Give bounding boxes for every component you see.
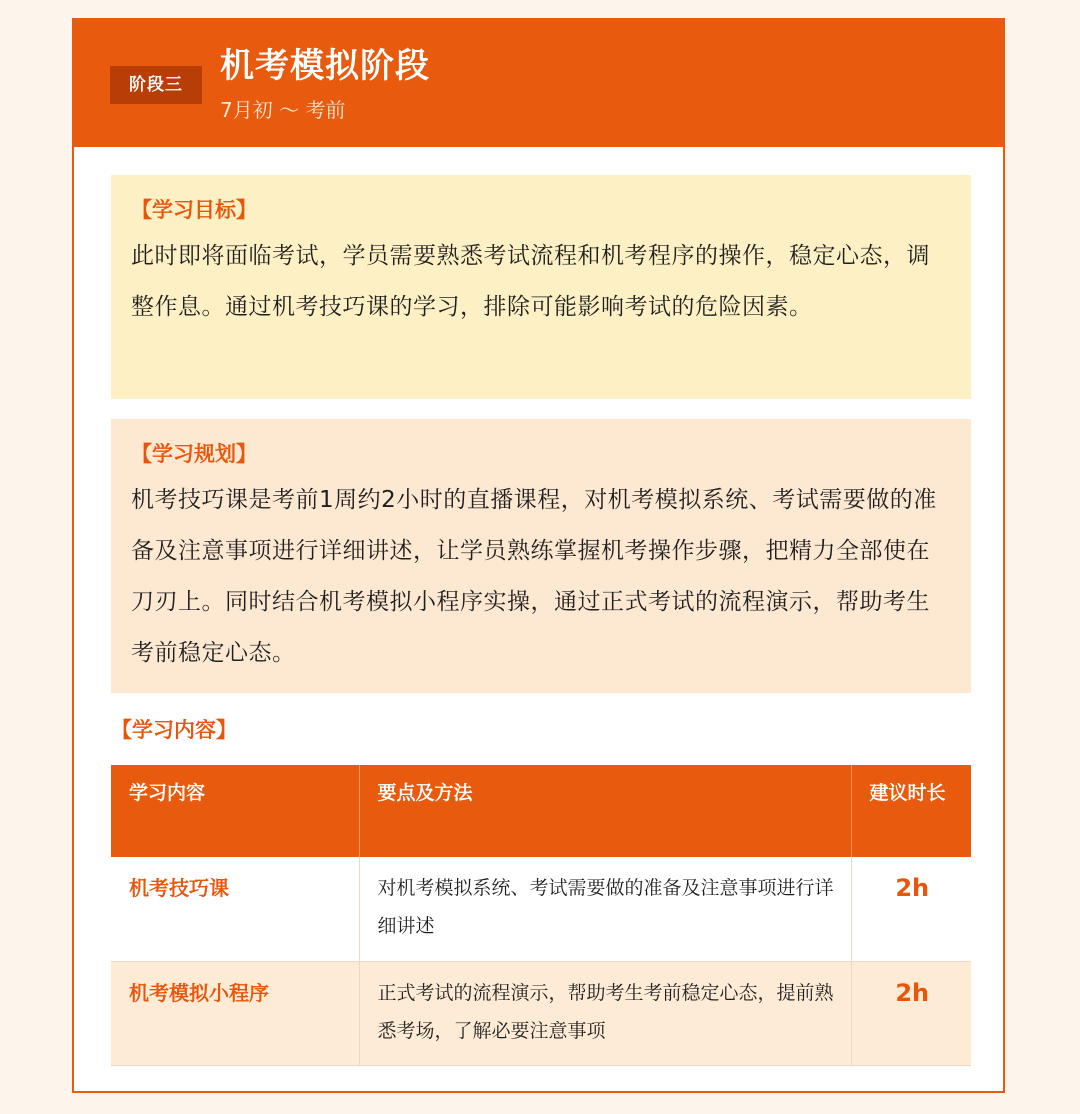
cell-content-name: 机考模拟小程序 xyxy=(111,961,359,1065)
cell-content-name: 机考技巧课 xyxy=(111,857,359,961)
stage-header xyxy=(74,20,1003,147)
content-table xyxy=(111,765,971,1066)
plan-heading: 【学习规划】 xyxy=(131,442,257,466)
column-header-duration: 建议时长 xyxy=(851,765,971,857)
column-header-content: 学习内容 xyxy=(111,765,359,857)
table-row xyxy=(111,961,971,1065)
plan-text: 机考技巧课是考前1周约2小时的直播课程，对机考模拟系统、考试需要做的准备及注意事项进行详细讲述，让学员熟练掌握机考操作步骤，把精力全部使在刀刃上。同时结合机考模拟小程序实操，通过正式考试的流程演示，帮助考生考前稳定心态。 xyxy=(131,487,937,666)
cell-method: 正式考试的流程演示，帮助考生考前稳定心态，提前熟悉考场，了解必要注意事项 xyxy=(359,961,851,1065)
cell-duration: 2h xyxy=(851,961,971,1065)
cell-method: 对机考模拟系统、考试需要做的准备及注意事项进行详细讲述 xyxy=(359,857,851,961)
table-header-row xyxy=(111,765,971,857)
stage-badge: 阶段三 xyxy=(110,66,202,104)
stage-title: 机考模拟阶段 xyxy=(220,46,430,86)
table-row xyxy=(111,857,971,961)
goal-text: 此时即将面临考试，学员需要熟悉考试流程和机考程序的操作，稳定心态，调整作息。通过机考技巧课的学习，排除可能影响考试的危险因素。 xyxy=(131,243,930,320)
column-header-method: 要点及方法 xyxy=(359,765,851,857)
stage-card xyxy=(72,18,1005,1093)
content-heading: 【学习内容】 xyxy=(111,718,237,742)
goal-section xyxy=(111,175,971,399)
plan-section xyxy=(111,419,971,693)
goal-heading: 【学习目标】 xyxy=(131,198,257,222)
cell-duration: 2h xyxy=(851,857,971,961)
stage-period: 7月初 ～ 考前 xyxy=(220,98,346,122)
